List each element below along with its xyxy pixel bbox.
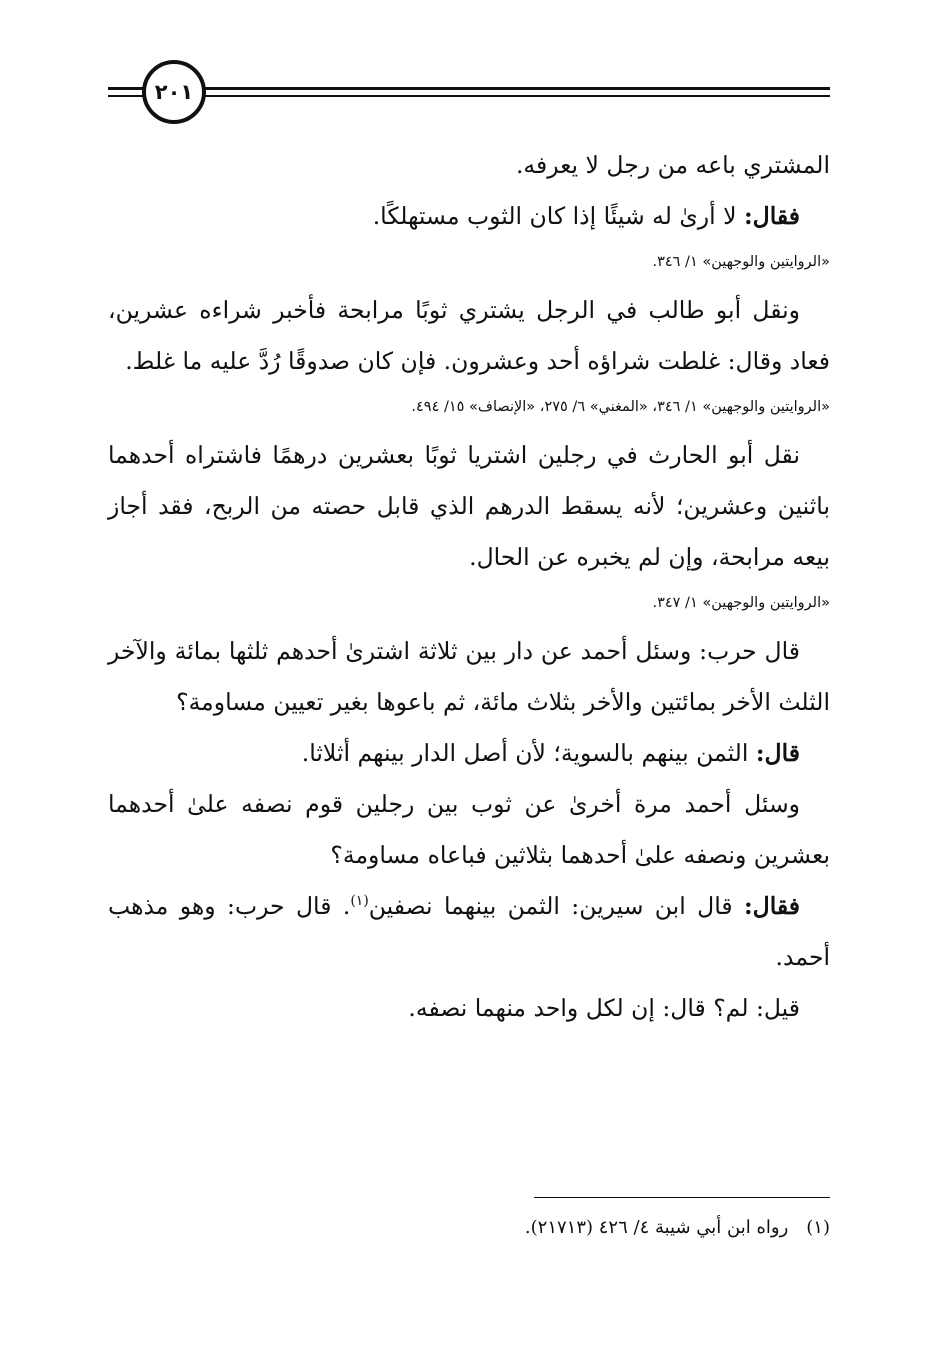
- paragraph-text: نقل أبو الحارث في رجلين اشتريا ثوبًا بعشرين درهمًا فاشتراه أحدهما باثنين وعشرين؛ لأنه يسقط الدرهم الذي قابل حصته من الربح، فقد أجاز بيعه مرابحة، وإن لم يخبره عن الحال.: [108, 441, 830, 571]
- source-reference: [108, 251, 830, 273]
- paragraph-text: وسئل أحمد مرة أخرىٰ عن ثوب بين رجلين قوم نصفه علىٰ أحدهما بعشرين ونصفه علىٰ أحدهما بثلاثين فباعاه مساومة؟: [108, 790, 830, 869]
- footnote: [108, 1214, 830, 1242]
- footnote-separator: [534, 1197, 830, 1198]
- paragraph: [108, 881, 830, 983]
- paragraph-text: قيل: لم؟ قال: إن لكل واحد منهما نصفه.: [408, 994, 800, 1022]
- page-header: [108, 60, 830, 122]
- paragraph: [108, 191, 830, 242]
- paragraph: [108, 626, 830, 728]
- paragraph: [108, 140, 830, 191]
- paragraph-text: ونقل أبو طالب في الرجل يشتري ثوبًا مرابحة فأخبر شراءه عشرين، فعاد وقال: غلطت شراؤه أحد وعشرون. فإن كان صدوقًا رُدَّ عليه ما غلط.: [108, 296, 830, 375]
- speaker-label: قال:: [755, 739, 800, 767]
- paragraph-text: «الروايتين والوجهين» ١/ ٣٤٦، «المغني» ٦/ ٢٧٥، «الإنصاف» ١٥/ ٤٩٤.: [411, 399, 830, 415]
- header-rule-thick: [108, 87, 830, 90]
- page-number: ٢٠١: [142, 60, 206, 124]
- source-reference: [108, 592, 830, 614]
- footnotes: [108, 1214, 830, 1242]
- paragraph: [108, 285, 830, 387]
- paragraph: [108, 779, 830, 881]
- paragraph-text: «الروايتين والوجهين» ١/ ٣٤٦.: [652, 254, 830, 270]
- footnote-text: رواه ابن أبي شيبة ٤/ ٤٢٦ (٢١٧١٣).: [524, 1217, 789, 1238]
- paragraph: [108, 430, 830, 583]
- paragraph: [108, 728, 830, 779]
- source-reference: [108, 396, 830, 418]
- paragraph-text: المشتري باعه من رجل لا يعرفه.: [515, 151, 830, 179]
- paragraph-text: الثمن بينهم بالسوية؛ لأن أصل الدار بينهم أثلاثا.: [301, 739, 756, 767]
- footnote-number: (١): [806, 1217, 830, 1238]
- paragraph-text: قال حرب: وسئل أحمد عن دار بين ثلاثة اشترىٰ أحدهم ثلثها بمائة والآخر الثلث الأخر بمائتين والأخر بثلاث مائة، ثم باعوها بغير تعيين مساومة؟: [108, 637, 830, 716]
- paragraph: [108, 983, 830, 1034]
- paragraph-text: قال ابن سيرين: الثمن بينهما نصفين: [368, 892, 744, 920]
- speaker-label: فقال:: [743, 892, 801, 920]
- paragraph-text: «الروايتين والوجهين» ١/ ٣٤٧.: [652, 595, 830, 611]
- paragraph-text-tail: . قال حرب: وهو مذهب أحمد.: [108, 892, 830, 971]
- paragraph-text: لا أرىٰ له شيئًا إذا كان الثوب مستهلكًا.: [372, 202, 744, 230]
- footnote-marker: (١): [350, 893, 369, 910]
- speaker-label: فقال:: [743, 202, 800, 230]
- header-rule-thin: [108, 95, 830, 97]
- page-body: [108, 140, 830, 1034]
